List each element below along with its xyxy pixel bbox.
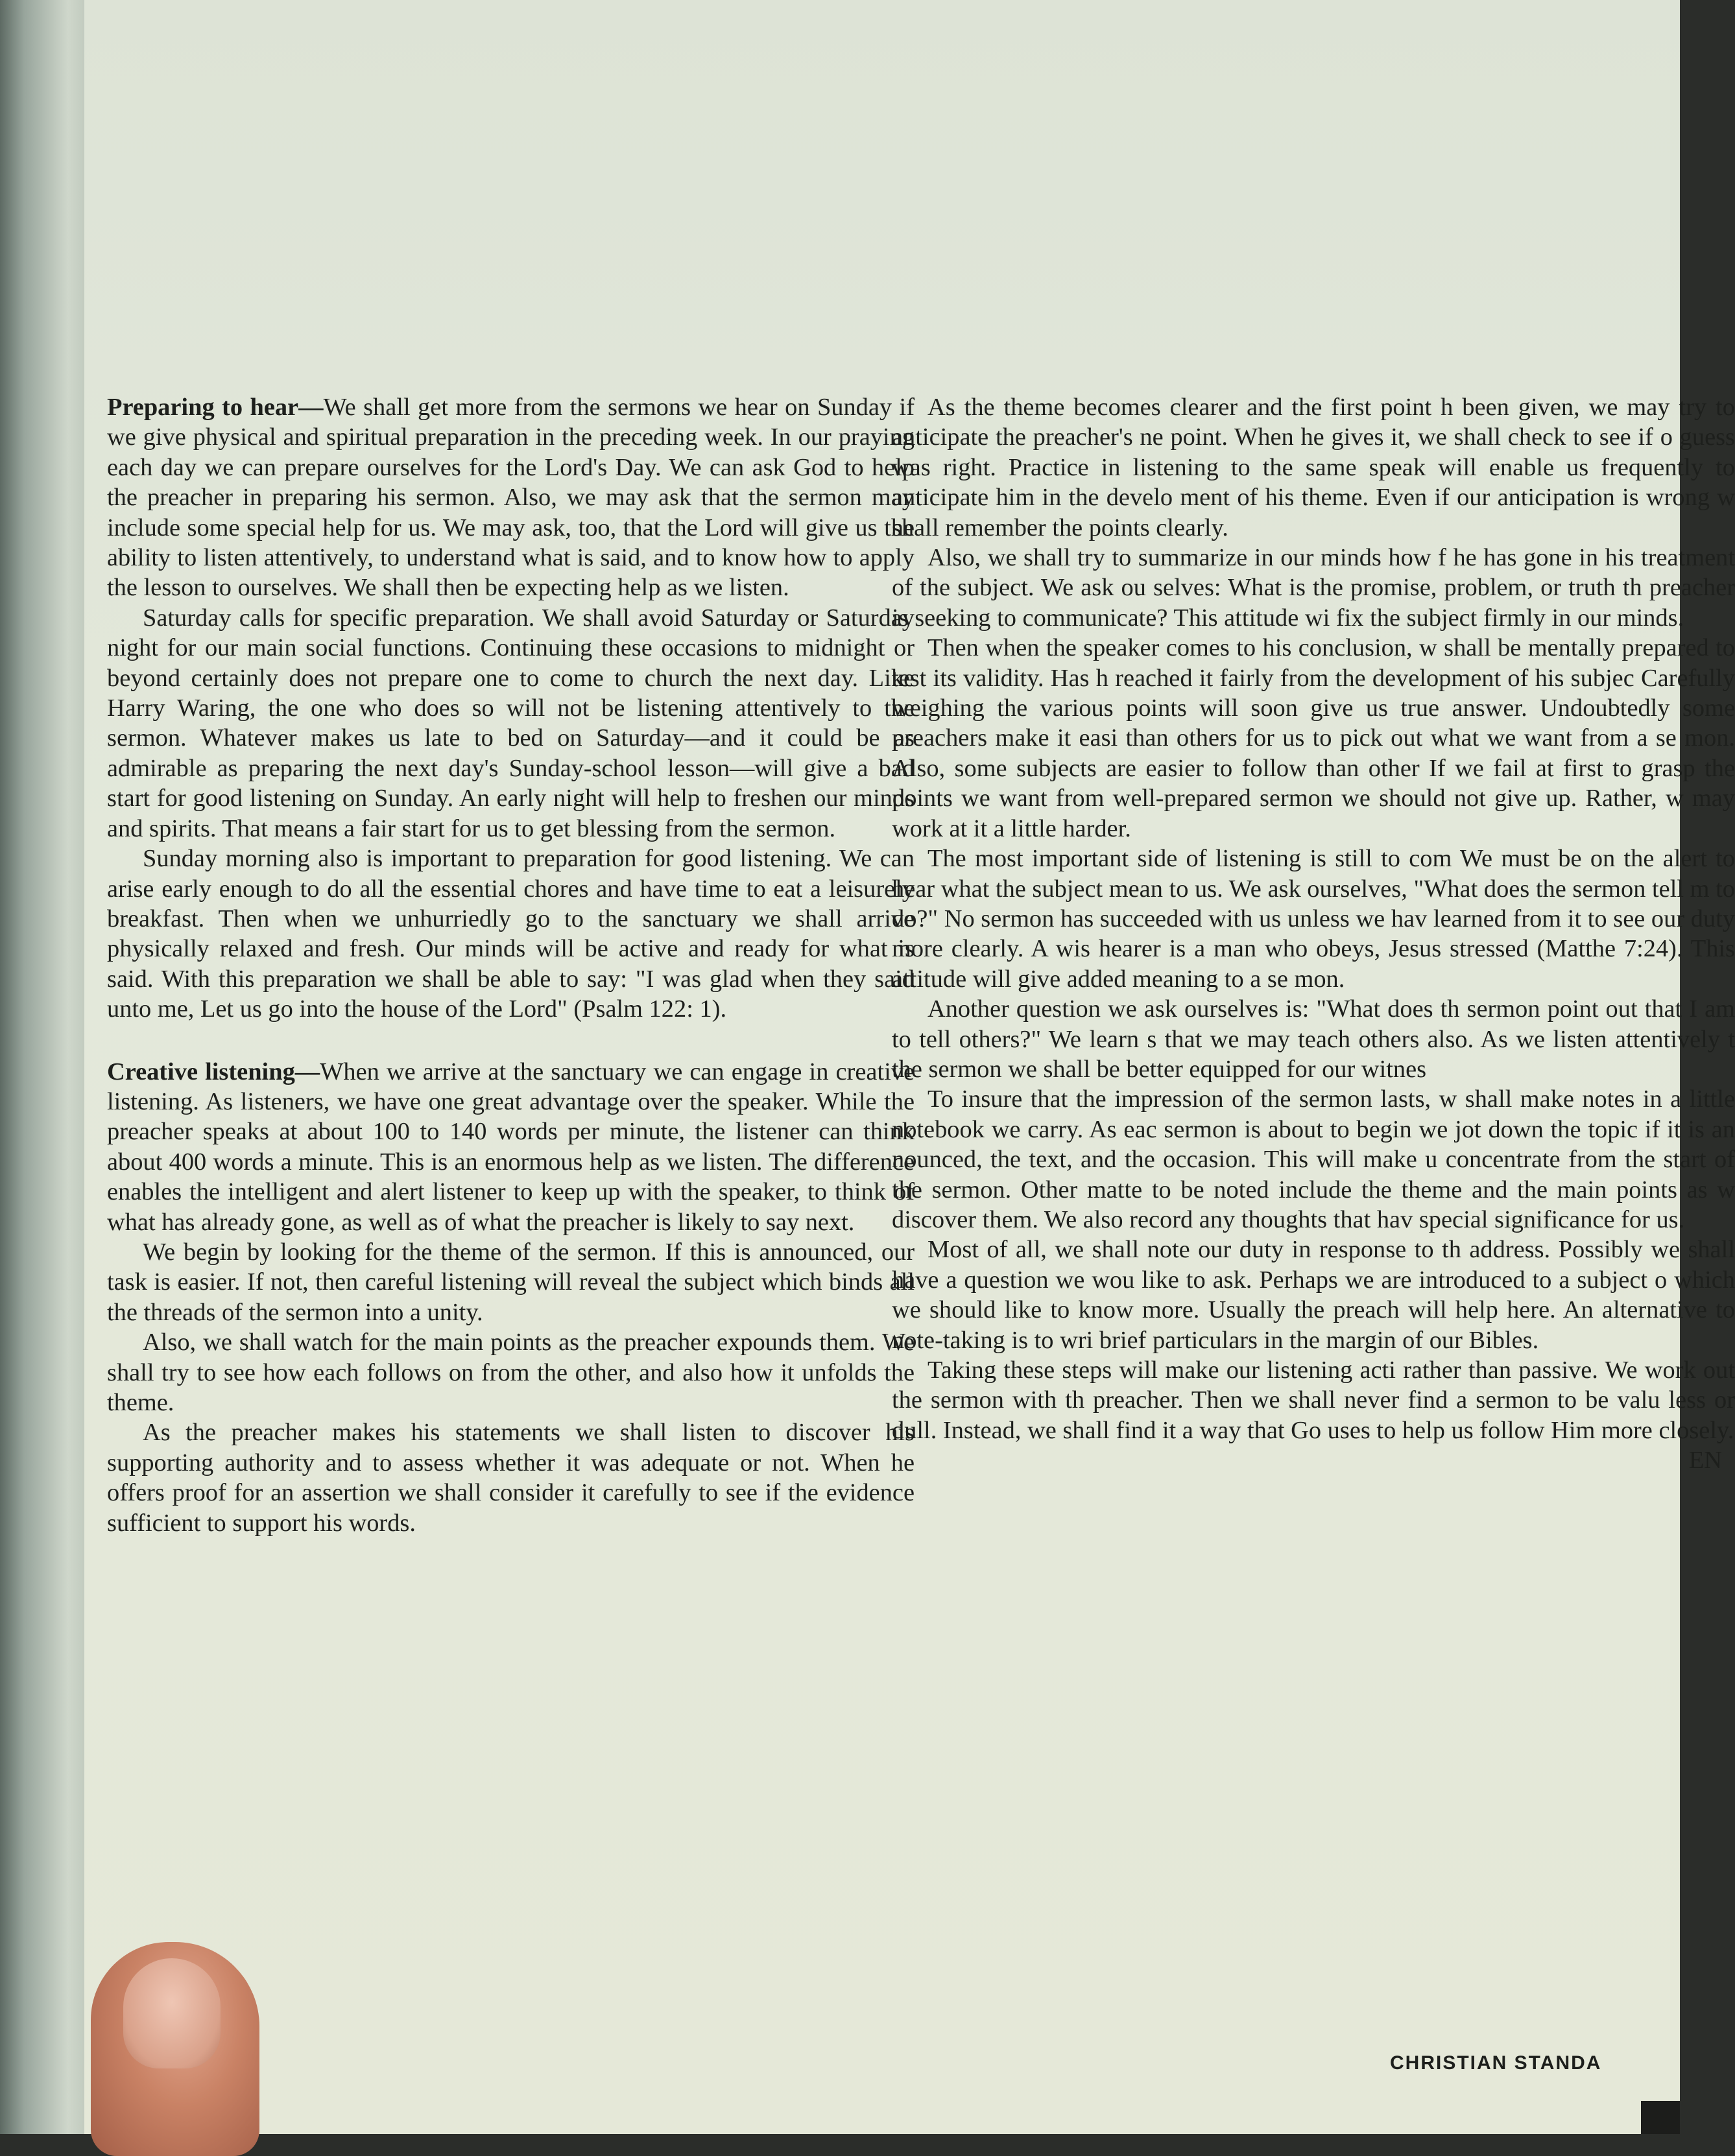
background-corner [1641, 2101, 1680, 2134]
paragraph-text: We shall get more from the sermons we hear on Sunday if we give physical and spiritual preparation in the preceding week. In our praying each day we can prepare ourselves for the Lord's Day. We can ask God to help the preacher in preparing his sermon. Also, we may ask that the sermon may include some special help for us. We may ask, too, that the Lord will give us the ability to listen attentively, to understand what is said, and to know how to apply the lesson to ourselves. We shall then be expecting help as we listen. [107, 394, 915, 602]
paragraph [107, 1057, 915, 1237]
paragraph: Another question we ask ourselves is: "What does th sermon point out that I am to tell others?" We learn s that we may teach others also. As we listen attentively t the sermon we shall be better equipped for our witnes [892, 995, 1735, 1083]
paragraph: As the theme becomes clearer and the first point h been given, we may try to anticipate the preacher's ne point. When he gives it, we shall check to see if o guess was right. Practice in listening to the same speak will enable us frequently to anticipate him in the develo ment of his theme. Even if our anticipation is wrong w shall remember the points clearly. [892, 394, 1735, 541]
paragraph-text: When we arrive at the sanctuary we can engage in creative listening. As listeners, we have one great advantage over the speaker. While the preacher speaks at about 100 to 140 words per minute, the listener can think about 400 words a minute. This is an enormous help as we listen. The difference enables the intelligent and alert listener to keep up with the speaker, to think of what has already gone, as well as of what the preacher is likely to say next. [107, 1058, 915, 1236]
paragraph: Also, we shall watch for the main points as the preacher expounds them. We shall try to see how each follows on from the other, and also how it unfolds the theme. [107, 1329, 915, 1416]
paragraph: The most important side of listening is still to com We must be on the alert to hear what the subject mean to us. We ask ourselves, "What does the sermon tell m to do?" No sermon has succeeded with us unless we hav learned from it to see our duty more clearly. A wis hearer is a man who obeys, Jesus stressed (Matthe 7:24). This attitude will give added meaning to a se mon. [892, 845, 1735, 993]
section-heading-creative: Creative listening— [107, 1058, 320, 1085]
left-column [107, 392, 915, 1538]
publication-name: CHRISTIAN STANDA [1390, 2052, 1602, 2074]
paragraph: As the preacher makes his statements we shall listen to discover his supporting authority and to assess whether it was adequate or not. When he offers proof for an assertion we shall consider it carefully to see if the evidence sufficient to support his words. [107, 1419, 915, 1537]
paragraph: Also, we shall try to summarize in our minds how f he has gone in his treatment of the subject. We ask ou selves: What is the promise, problem, or truth th preacher is seeking to communicate? This attitude wi fix the subject firmly in our minds. [892, 544, 1735, 632]
book-binding-edge [0, 0, 97, 2134]
paragraph: We begin by looking for the theme of the sermon. If this is announced, our task is easier. If not, then careful listening will reveal the subject which binds all the threads of the sermon into a unity. [107, 1238, 915, 1326]
paragraph: Then when the speaker comes to his conclusion, w shall be mentally prepared to test its validity. Has h reached it fairly from the development of his subjec Carefully weighing the various points will soon give us true answer. Undoubtedly some preachers make it easi than others for us to pick out what we want from a se mon. Also, some subjects are easier to follow than other If we fail at first to grasp the points we want from well-prepared sermon we should not give up. Rather, w may work at it a little harder. [892, 634, 1735, 842]
end-mark: EN [1688, 1447, 1722, 1475]
thumbnail [123, 1958, 221, 2068]
paragraph: Saturday calls for specific preparation. We shall avoid Saturday or Saturday night for our main social functions. Continuing these occasions to midnight or beyond certainly does not prepare one to come to church the next day. Like Harry Waring, the one who does so will not be listening attentively to the sermon. Whatever makes us late to bed on Saturday—and it could be as admirable as preparing the next day's Sunday-school lesson—will give a bad start for good listening on Sunday. An early night will help to freshen our minds and spirits. That means a fair start for us to get blessing from the sermon. [107, 604, 915, 842]
right-column [892, 392, 1735, 1476]
paragraph [107, 392, 915, 603]
paragraph [892, 1355, 1735, 1475]
paragraph: Sunday morning also is important to preparation for good listening. We can arise early enough to do all the essential chores and have time to eat a leisurely breakfast. Then when we unhurriedly go to the sanctuary we shall arrive physically relaxed and fresh. Our minds will be active and ready for what is said. With this preparation we shall be able to say: "I was glad when they said unto me, Let us go into the house of the Lord" (Psalm 122: 1). [107, 845, 915, 1023]
paragraph-text: Taking these steps will make our listening acti rather than passive. We work out the sermon with th preacher. Then we shall never find a sermon to be valu less or dull. Instead, we shall find it a way that Go uses to help us follow Him more closely. [892, 1356, 1735, 1444]
paragraph: To insure that the impression of the sermon lasts, w shall make notes in a little notebook we carry. As eac sermon is about to begin we jot down the topic if it is an nounced, the text, and the occasion. This will make u concentrate from the start of the sermon. Other matte to be noted include the theme and the main points as w discover them. We also record any thoughts that hav special significance for us. [892, 1085, 1735, 1233]
paragraph: Most of all, we shall note our duty in response to th address. Possibly we shall have a question we wou like to ask. Perhaps we are introduced to a subject o which we should like to know more. Usually the preach will help here. An alternative to note-taking is to wri brief particulars in the margin of our Bibles. [892, 1236, 1735, 1354]
section-heading-preparing: Preparing to hear— [107, 394, 324, 421]
